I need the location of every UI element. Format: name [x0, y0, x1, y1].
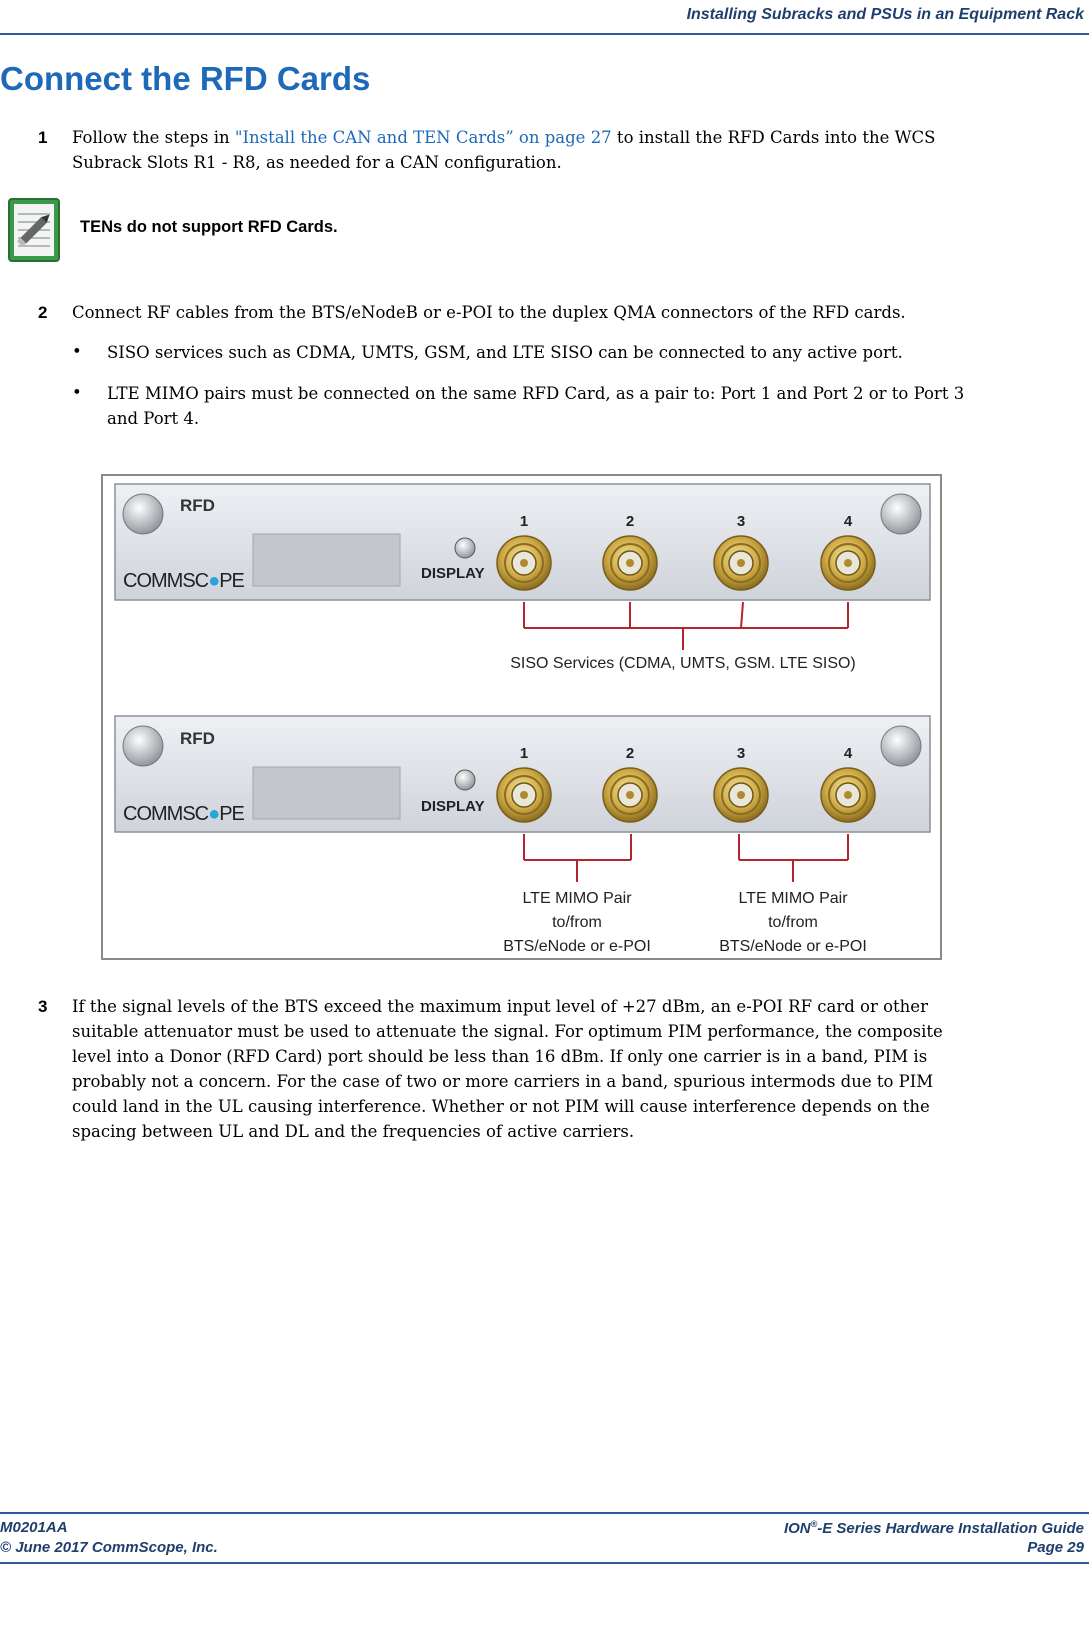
step-1-number: 1 [38, 128, 48, 147]
copyright: © June 2017 CommScope, Inc. [0, 1539, 218, 1556]
qma-connector-port-3 [714, 536, 768, 590]
qma-connector-port-2 [603, 536, 657, 590]
page-number: Page 29 [1027, 1539, 1084, 1556]
qma-connector-port-3 [714, 768, 768, 822]
step-3-number: 3 [38, 997, 48, 1016]
siso-caption: SISO Services (CDMA, UMTS, GSM. LTE SISO) [510, 655, 856, 672]
brand-logo: COMMSC●PE [123, 570, 244, 592]
install-can-ten-link[interactable]: "Install the CAN and TEN Cards” on page 27 [234, 128, 612, 147]
mimo-right-line1: LTE MIMO Pair [738, 890, 848, 907]
display-label: DISPLAY [421, 798, 485, 815]
header-rule [0, 33, 1089, 35]
port-number-label: 1 [519, 745, 529, 762]
step-3-line: suitable attenuator must be used to attenuate the signal. For optimum PIM performance, the composite [72, 1022, 943, 1041]
step-3-text [72, 994, 943, 1144]
step-1-lead: Follow the steps in [72, 128, 235, 147]
thumbscrew-icon [123, 494, 163, 534]
rfd-diagram [103, 476, 940, 958]
step-1-line2: Subrack Slots R1 - R8, as needed for a CAN configuration. [72, 153, 562, 172]
rfd-card-figure [101, 474, 942, 960]
step-3-line: spacing between UL and DL and the frequencies of active carriers. [72, 1122, 635, 1141]
bullet-1-symbol: • [72, 342, 82, 361]
bullet-2-symbol: • [72, 383, 82, 402]
card-label: RFD [180, 496, 215, 515]
mimo-bracket-left [524, 834, 631, 882]
mimo-right-line2: to/from [768, 914, 818, 931]
brand-logo: COMMSC●PE [123, 803, 244, 825]
footer-rule-bottom [0, 1562, 1089, 1564]
thumbscrew-icon [881, 726, 921, 766]
display-button [455, 770, 475, 790]
qma-connector-port-2 [603, 768, 657, 822]
display-label: DISPLAY [421, 565, 485, 582]
step-1-tail: to install the RFD Cards into the WCS [611, 128, 936, 147]
bullet-2-line2: and Port 4. [107, 409, 200, 428]
mimo-left-line2: to/from [552, 914, 602, 931]
rfd-card-top [115, 484, 930, 600]
bullet-2-line1: LTE MIMO pairs must be connected on the same RFD Card, as a pair to: Port 1 and Port 2 or to Port 3 [107, 384, 965, 403]
step-2-text: Connect RF cables from the BTS/eNodeB or e-POI to the duplex QMA connectors of the RFD cards. [72, 303, 906, 322]
running-header: Installing Subracks and PSUs in an Equipment Rack [686, 6, 1084, 23]
port-number-label: 2 [625, 513, 635, 530]
mimo-right-line3: BTS/eNode or e-POI [719, 938, 867, 955]
thumbscrew-icon [123, 726, 163, 766]
step-1-text [72, 125, 935, 175]
qma-connector-port-1 [497, 768, 551, 822]
step-3-line: level into a Donor (RFD Card) port should be less than 16 dBm. If only one carrier is in a band, PIM is [72, 1047, 928, 1066]
port-number-label: 3 [736, 513, 746, 530]
step-3-line: could land in the UL causing interference. Whether or not PIM will cause interference depends on the [72, 1097, 930, 1116]
step-3-line: probably not a concern. For the case of two or more carriers in a band, spurious intermods due to PIM [72, 1072, 934, 1091]
bullet-2-text [107, 381, 964, 431]
rfd-card-bottom [115, 716, 930, 832]
display-window [253, 767, 400, 819]
display-window [253, 534, 400, 586]
note-pencil-icon [8, 198, 60, 262]
siso-bracket [524, 602, 848, 650]
bullet-1-text: SISO services such as CDMA, UMTS, GSM, and LTE SISO can be connected to any active port. [107, 343, 903, 362]
thumbscrew-icon [881, 494, 921, 534]
mimo-left-line1: LTE MIMO Pair [522, 890, 632, 907]
step-2-number: 2 [38, 303, 48, 322]
footer-rule-top [0, 1512, 1089, 1514]
port-number-label: 2 [625, 745, 635, 762]
qma-connector-port-4 [821, 536, 875, 590]
mimo-bracket-right [739, 834, 848, 882]
page-title: Connect the RFD Cards [0, 60, 371, 97]
port-number-label: 4 [843, 745, 853, 762]
qma-connector-port-4 [821, 768, 875, 822]
step-3-line: If the signal levels of the BTS exceed the maximum input level of +27 dBm, an e-POI RF card or other [72, 997, 928, 1016]
doc-id: M0201AA [0, 1519, 68, 1536]
note-text: TENs do not support RFD Cards. [80, 218, 338, 236]
card-label: RFD [180, 729, 215, 748]
mimo-left-line3: BTS/eNode or e-POI [503, 938, 651, 955]
guide-title: ION®-E Series Hardware Installation Guide [783, 1519, 1084, 1537]
port-number-label: 4 [843, 513, 853, 530]
port-number-label: 3 [736, 745, 746, 762]
port-number-label: 1 [519, 513, 529, 530]
qma-connector-port-1 [497, 536, 551, 590]
display-button [455, 538, 475, 558]
